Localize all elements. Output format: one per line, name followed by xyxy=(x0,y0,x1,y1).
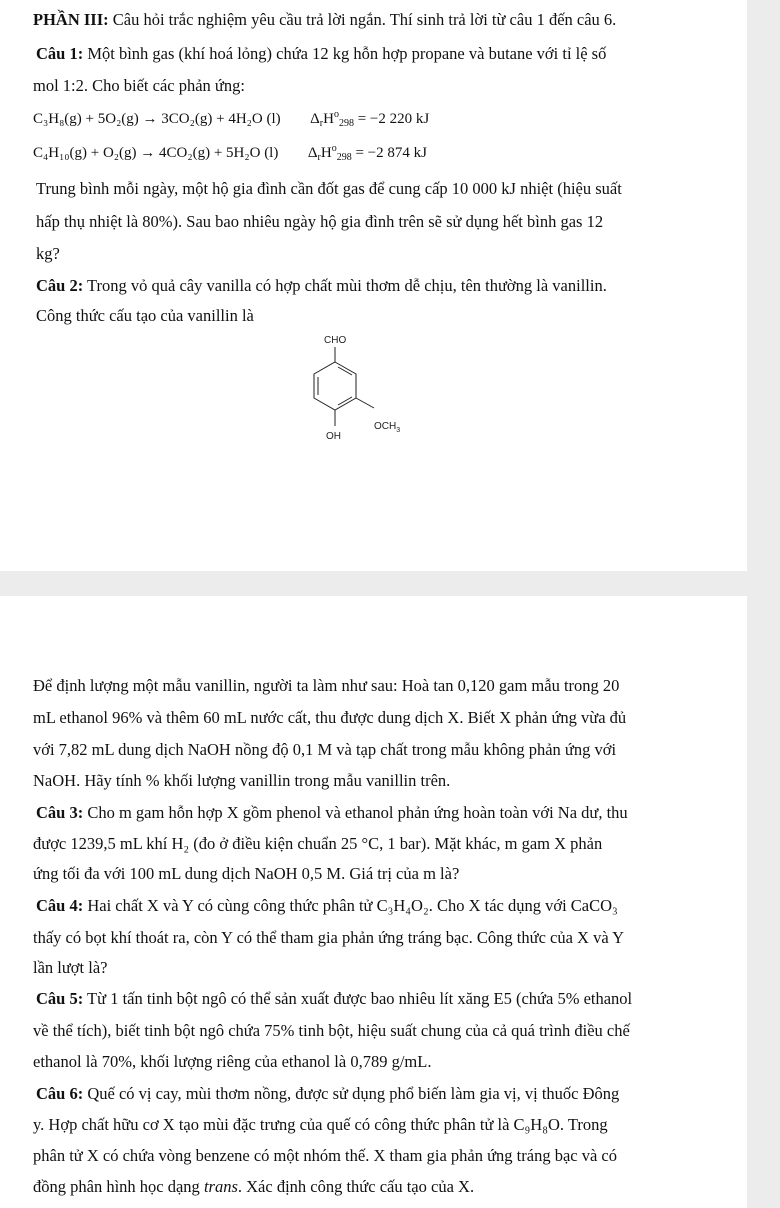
q4-line3: lần lượt là? xyxy=(33,958,108,977)
mol-och3-label: $OCH_3$ xyxy=(374,421,401,434)
q3-line3: ứng tối đa với 100 mL dung dịch NaOH 0,5 M. Giá trị của m là? xyxy=(33,864,460,883)
page-bottom xyxy=(0,596,747,1208)
q1-eq2: C₄H₁₀(g) + O₂(g) → 4CO₂(g) + 5H₂O (l) $\Delta_rH^o_{298} = -2$ 874 kJ xyxy=(33,143,427,163)
mol-cho-label: CHO xyxy=(324,335,347,346)
q5-line1: Câu 5: Từ 1 tấn tinh bột ngô có thể sản xuất được bao nhiêu lít xăng E5 (chứa 5% ethanol xyxy=(36,989,633,1008)
q1-line3: Trung bình mỗi ngày, một hộ gia đình cần đốt gas để cung cấp 10 000 kJ nhiệt (hiệu suất xyxy=(36,179,622,198)
q1-line4: hấp thụ nhiệt là 80%). Sau bao nhiêu ngày hộ gia đình trên sẽ sử dụng hết bình gas 12 xyxy=(36,212,604,231)
q3-line2: được 1239,5 mL khí H₂ (đo ở điều kiện chuẩn 25 °C, 1 bar). Mặt khác, m gam X phản xyxy=(33,834,603,853)
q2-line1: Câu 2: Trong vỏ quả cây vanilla có hợp chất mùi thơm dễ chịu, tên thường là vanillin. xyxy=(36,276,607,295)
q2-p2-line1: Để định lượng một mẫu vanillin, người ta làm như sau: Hoà tan 0,120 gam mẫu trong 20 xyxy=(33,676,620,695)
q6-line1: Câu 6: Quế có vị cay, mùi thơm nồng, được sử dụng phổ biến làm gia vị, vị thuốc Đông xyxy=(36,1084,620,1103)
page-top xyxy=(0,0,747,571)
q1-line5: kg? xyxy=(36,244,60,263)
q5-line2: về thể tích), biết tinh bột ngô chứa 75% tinh bột, hiệu suất chung của cả quá trình điều chế xyxy=(33,1021,630,1040)
vanillin-structure xyxy=(300,330,420,460)
margin-strip xyxy=(747,0,780,571)
q4-line2: thấy có bọt khí thoát ra, còn Y có thể tham gia phản ứng tráng bạc. Công thức của X và Y xyxy=(33,928,625,947)
margin-strip-2 xyxy=(747,596,780,1208)
q1-line2: mol 1:2. Cho biết các phản ứng: xyxy=(33,76,245,95)
q2-p2-line2: mL ethanol 96% và thêm 60 mL nước cất, thu được dung dịch X. Biết X phản ứng vừa đủ xyxy=(33,708,627,727)
q1-eq1: C₃H₈(g) + 5O₂(g) → 3CO₂(g) + 4H₂O (l) $\Delta_rH^o_{298} = -2$ 220 kJ xyxy=(33,109,430,129)
q6-line4: đồng phân hình học dạng trans. Xác định công thức cấu tạo của X. xyxy=(33,1177,475,1196)
mol-oh-label: OH xyxy=(326,431,341,442)
q6-line2: y. Hợp chất hữu cơ X tạo mùi đặc trưng của quế có công thức phân tử là C₉H₈O. Trong xyxy=(33,1115,608,1134)
q1-line1: Câu 1: Một bình gas (khí hoá lỏng) chứa 12 kg hỗn hợp propane và butane với tỉ lệ số xyxy=(36,44,607,63)
q6-line3: phân tử X có chứa vòng benzene có một nhóm thế. X tham gia phản ứng tráng bạc và có xyxy=(33,1146,617,1165)
page-gap xyxy=(0,571,780,596)
q2-line2: Công thức cấu tạo của vanillin là xyxy=(36,306,254,325)
part-heading: PHẦN III: Câu hỏi trắc nghiệm yêu cầu trả lời ngắn. Thí sinh trả lời từ câu 1 đến câu 6. xyxy=(33,10,617,29)
q3-line1: Câu 3: Cho m gam hỗn hợp X gồm phenol và ethanol phản ứng hoàn toàn với Na dư, thu xyxy=(36,803,628,822)
q2-p2-line4: NaOH. Hãy tính % khối lượng vanillin trong mẫu vanillin trên. xyxy=(33,771,451,790)
q2-p2-line3: với 7,82 mL dung dịch NaOH nồng độ 0,1 M và tạp chất trong mẫu không phản ứng với xyxy=(33,740,617,759)
q5-line3: ethanol là 70%, khối lượng riêng của ethanol là 0,789 g/mL. xyxy=(33,1052,432,1071)
q4-line1: Câu 4: Hai chất X và Y có cùng công thức phân tử C₃H₄O₂. Cho X tác dụng với CaCO₃ xyxy=(36,896,618,915)
